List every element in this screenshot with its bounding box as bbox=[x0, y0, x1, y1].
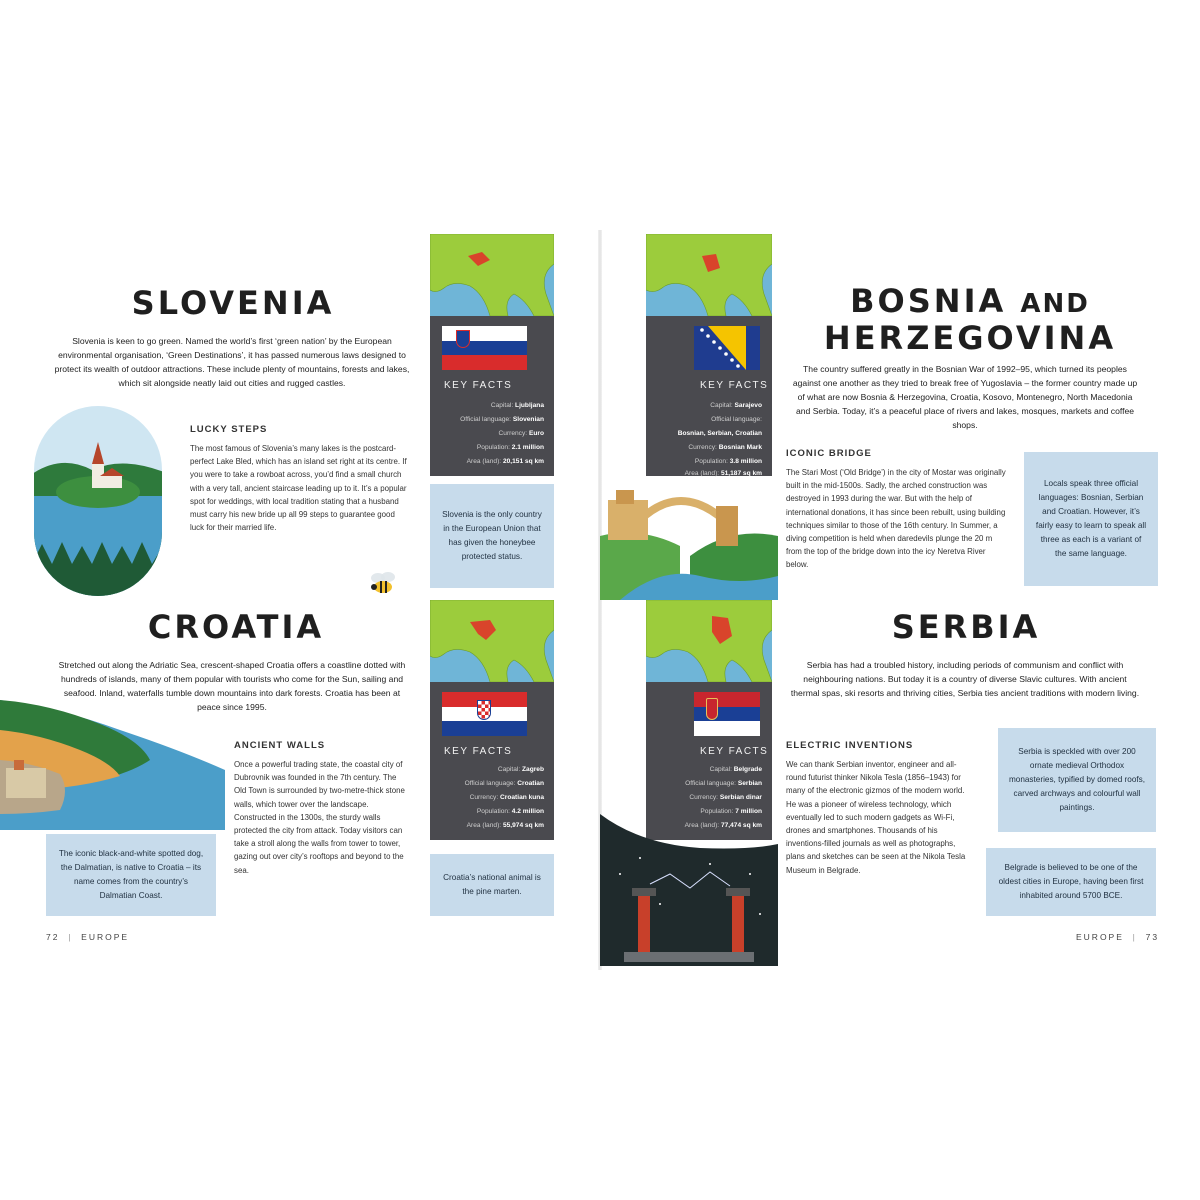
right-page-section: EUROPE bbox=[1076, 932, 1124, 942]
kf-area: Area (land): 77,474 sq km bbox=[684, 822, 762, 829]
kf-capital: Capital: Belgrade bbox=[709, 766, 762, 773]
kf-area: Area (land): 20,151 sq km bbox=[466, 458, 544, 465]
slovenia-flag bbox=[442, 326, 527, 370]
dubrovnik-coast-icon bbox=[0, 690, 225, 830]
slovenia-title: SLOVENIA bbox=[131, 284, 335, 322]
kf-capital: Capital: Ljubljana bbox=[490, 402, 544, 409]
right-page-footer: EUROPE | 73 bbox=[1076, 932, 1160, 942]
bosnia-body: The Stari Most (‘Old Bridge’) in the city of Mostar was originally built in the mid-1500s. Sadly, the arched construction was destroyed in 1993 during the war. But with the help of international donations, it has since been rebuilt, using building techniques similar to those of the 16th century. In Summer, a diving competition is held when daredevils plunge the 20 m from the top of the bridge down into the icy Neretva River below. bbox=[786, 468, 1006, 570]
left-page-section: EUROPE bbox=[81, 932, 130, 942]
kf-language: Official language: Serbian bbox=[685, 780, 762, 787]
serbia-subhead: ELECTRIC INVENTIONS bbox=[786, 740, 914, 751]
key-facts-title: KEY FACTS bbox=[700, 380, 769, 391]
bridge-icon bbox=[600, 486, 778, 600]
tesla-coil-illustration bbox=[600, 814, 778, 966]
serbia-map bbox=[646, 600, 772, 682]
bee-icon bbox=[368, 570, 398, 598]
kf-language: Official language: Slovenian bbox=[460, 416, 544, 423]
bosnia-flag-icon bbox=[694, 326, 760, 370]
bosnia-intro: The country suffered greatly in the Bosnian War of 1992–95, which turned its peoples against one another as they tried to break free of Yugoslavia – the former country made up of what are now Bosnia & Herzegovina, Croatia, Kosovo, Montenegro, North Macedonia and Serbia. Today, it’s a peaceful place of rivers and lakes, mosques, markets and coffee shops. bbox=[792, 364, 1138, 430]
bosnia-note: Locals speak three official languages: Bosnian, Serbian and Croatian. However, it’s fairly easy to learn to speak all three as each is a variant of the same language. bbox=[1024, 452, 1158, 586]
croatia-coast-illustration bbox=[0, 690, 225, 830]
kf-currency: Currency: Bosnian Mark bbox=[688, 444, 762, 451]
croatia-subhead: ANCIENT WALLS bbox=[234, 740, 326, 751]
bee-illustration bbox=[368, 570, 398, 598]
croatia-note-pine-marten: Croatia’s national animal is the pine marten. bbox=[430, 854, 554, 916]
europe-map-icon bbox=[646, 600, 772, 682]
serbia-flag bbox=[694, 692, 760, 736]
key-facts-title: KEY FACTS bbox=[444, 380, 513, 391]
bosnia-title-word1: BOSNIA bbox=[850, 282, 1007, 320]
kf-capital: Capital: Sarajevo bbox=[710, 402, 762, 409]
serbia-note-monasteries: Serbia is speckled with over 200 ornate medieval Orthodox monasteries, typified by domed roofs, carved archways and colourful wall paintings. bbox=[998, 728, 1156, 832]
slovenia-map bbox=[430, 234, 554, 316]
croatia-key-facts bbox=[430, 682, 554, 840]
lake-bled-illustration bbox=[32, 404, 164, 598]
left-page-number: 72 bbox=[46, 932, 60, 942]
tesla-coil-icon bbox=[600, 814, 778, 966]
kf-currency: Currency: Euro bbox=[498, 430, 544, 437]
right-page-number: 73 bbox=[1145, 932, 1160, 942]
kf-currency: Currency: Serbian dinar bbox=[689, 794, 762, 801]
left-page-footer: 72 | EUROPE bbox=[46, 932, 130, 942]
kf-language-label: Official language: bbox=[711, 416, 762, 423]
kf-language: Official language: Croatian bbox=[464, 780, 544, 787]
slovenia-note: Slovenia is the only country in the European Union that has given the honeybee protected status. bbox=[430, 484, 554, 588]
kf-capital: Capital: Zagreb bbox=[497, 766, 544, 773]
mostar-bridge-illustration bbox=[600, 486, 778, 600]
serbia-body: We can thank Serbian inventor, engineer and all-round futurist thinker Nikola Tesla (1856–1943) for many of the electronic gizmos of the modern world. He was a pioneer of wireless technology, which eventually led to such modern gadgets as Wi-Fi, drones and smartphones. Thousands of his inventions-filled journals as well as photographs, plans and sketches can be seen at the Nikola Tesla Museum in Belgrade. bbox=[786, 760, 966, 875]
slovenia-subhead: LUCKY STEPS bbox=[190, 424, 268, 435]
europe-map-icon bbox=[430, 234, 554, 316]
bosnia-flag bbox=[694, 326, 760, 370]
serbia-intro: Serbia has had a troubled history, including periods of communism and conflict with neighbouring nations. But today it is a country of diverse Slavic cultures. With ancient thermal spas, ski resorts and thriving cities, Serbia ties ancient traditions with modern living. bbox=[790, 660, 1140, 698]
croatia-intro: Stretched out along the Adriatic Sea, crescent-shaped Croatia offers a coastline dotted with hundreds of islands, many of them popular with tourists who come for the Sun, sailing and seafood. Inland, waterfalls tumble down mountains into dark forests. Croatia has been at peace since 1995. bbox=[58, 660, 406, 712]
serbia-note-belgrade: Belgrade is believed to be one of the oldest cities in Europe, having been first inhabited around 5700 BCE. bbox=[986, 848, 1156, 916]
kf-population: Population: 2.1 million bbox=[476, 444, 544, 451]
serbia-title: SERBIA bbox=[891, 608, 1041, 646]
croatia-flag bbox=[442, 692, 527, 736]
slovenia-intro: Slovenia is keen to go green. Named the world’s first ‘green nation’ by the European environmental organisation, ‘Green Destinations’, it has passed numerous laws designed to protect its wealth of outdoor attractions. These include plenty of mountains, forests and lakes, which sit alongside neatly laid out cities and rugged castles. bbox=[54, 336, 410, 388]
lake-bled-icon bbox=[32, 404, 164, 598]
kf-area: Area (land): 51,187 sq km bbox=[684, 470, 762, 477]
croatia-note-dalmatian: The iconic black-and-white spotted dog, the Dalmatian, is native to Croatia – its name comes from the country’s Dalmatian Coast. bbox=[46, 834, 216, 916]
europe-map-icon bbox=[430, 600, 554, 682]
kf-currency: Currency: Croatian kuna bbox=[469, 794, 544, 801]
key-facts-title: KEY FACTS bbox=[444, 746, 513, 757]
kf-population: Population: 4.2 million bbox=[476, 808, 544, 815]
bosnia-title bbox=[800, 284, 1140, 355]
kf-area: Area (land): 55,974 sq km bbox=[466, 822, 544, 829]
croatia-title: CROATIA bbox=[147, 608, 325, 646]
kf-language: Bosnian, Serbian, Croatian bbox=[677, 430, 762, 437]
bosnia-title-line2: HERZEGOVINA bbox=[823, 319, 1117, 357]
bosnia-map bbox=[646, 234, 772, 316]
slovenia-key-facts bbox=[430, 316, 554, 476]
kf-population: Population: 7 million bbox=[700, 808, 762, 815]
croatia-body: Once a powerful trading state, the coastal city of Dubrovnik was founded in the 7th century. The Old Town is surrounded by two-metre-thick stone walls, which tower over the landscape. Constructed in the 1300s, the sturdy walls protected the city from attack. Today visitors can take a stroll along the walls from tower to tower, gazing out over city’s rooftops and beyond to the sea. bbox=[234, 760, 405, 875]
bosnia-key-facts bbox=[646, 316, 772, 476]
key-facts-title: KEY FACTS bbox=[700, 746, 769, 757]
bosnia-title-and: AND bbox=[1020, 289, 1090, 319]
croatia-map bbox=[430, 600, 554, 682]
europe-map-icon bbox=[646, 234, 772, 316]
kf-population: Population: 3.8 million bbox=[694, 458, 762, 465]
bosnia-subhead: ICONIC BRIDGE bbox=[786, 448, 872, 459]
slovenia-body: The most famous of Slovenia’s many lakes is the postcard-perfect Lake Bled, which has an island set right at its centre. If you were to take a rowboat across, you’d find a small church with a very tall, ancient staircase leading up to it. It’s a popular spot for weddings, with local tradition stating that a husband must carry his new bride up all 99 steps to guarantee good luck for their married life. bbox=[190, 444, 407, 533]
